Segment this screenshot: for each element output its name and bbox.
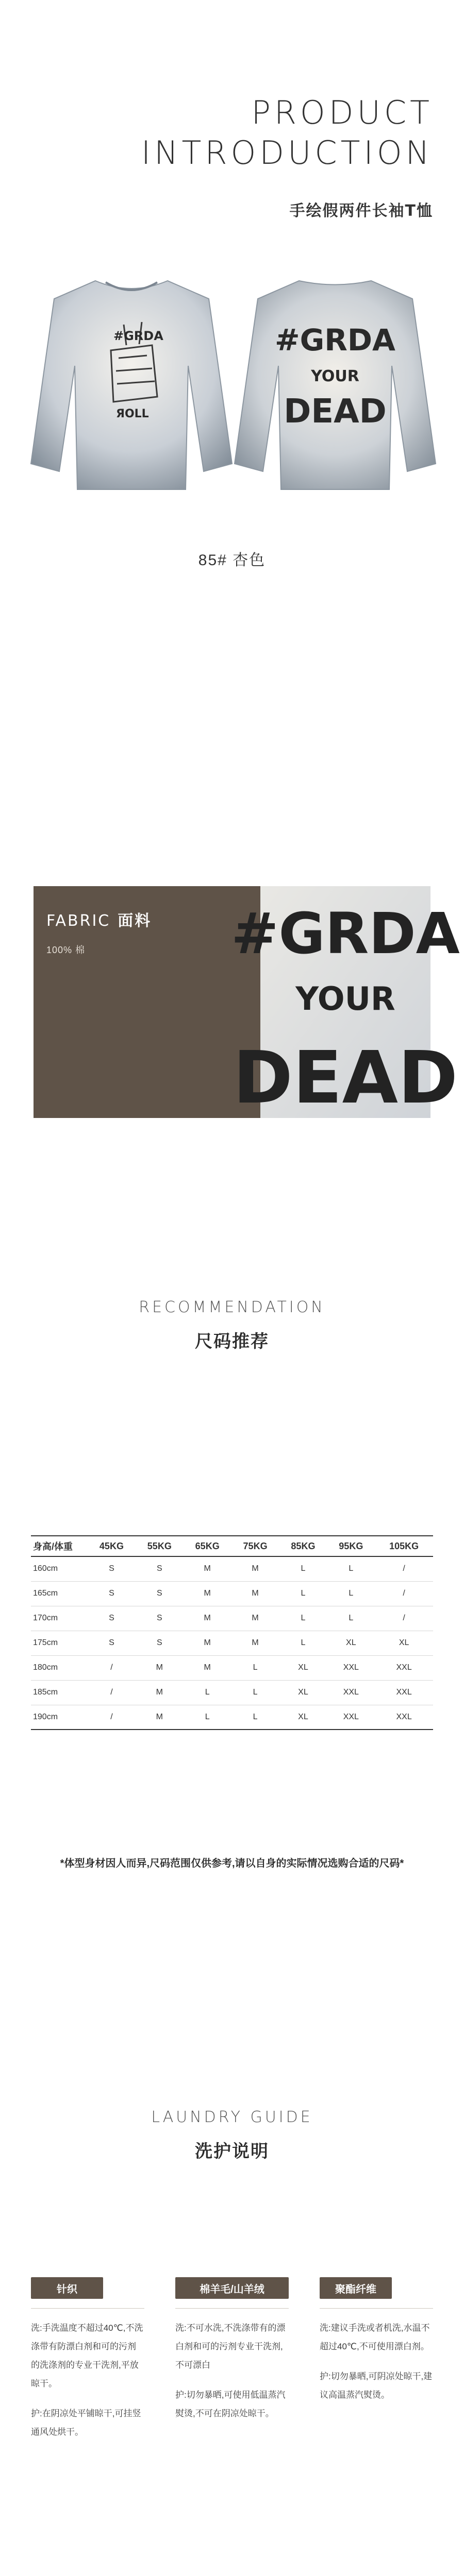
size-header-cell: 105KG (375, 1536, 433, 1556)
size-cell: XXL (327, 1655, 375, 1680)
shirt-front-print-top: #GRDA (113, 329, 163, 343)
care-paragraph: 洗:不可水洗,不洗涤带有的漂白剂和可的污剂专业干洗剂,不可漂白 (175, 2323, 286, 2370)
size-cell: L (327, 1556, 375, 1581)
product-subtitle: 手绘假两件长袖T恤 (289, 202, 433, 220)
size-cell: XL (279, 1655, 327, 1680)
size-cell: S (88, 1581, 136, 1606)
size-cell: L (231, 1680, 279, 1705)
size-cell: XXL (375, 1705, 433, 1730)
shirt-back-print-line2: YOUR (311, 367, 359, 385)
size-cell: M (184, 1556, 231, 1581)
care-divider (31, 2308, 144, 2309)
size-cell: S (136, 1556, 184, 1581)
care-card (320, 2277, 433, 2416)
care-paragraph: 洗:手洗温度不超过40℃,不洗涤带有防漂白剂和可的污剂的洗涤剂的专业干洗剂,平放晾干。 (31, 2323, 143, 2388)
product-caption: 85# 杏色 (198, 552, 266, 569)
size-table-row (31, 1581, 433, 1606)
size-cell: M (136, 1655, 184, 1680)
care-paragraph: 护:切勿暴晒,可阴凉处晾干,建议高温蒸汽熨烫。 (320, 2371, 433, 2400)
size-cell: L (327, 1581, 375, 1606)
care-text (320, 2319, 433, 2404)
fabric-title (46, 908, 152, 930)
care-divider (175, 2308, 289, 2309)
size-table (31, 1535, 433, 1730)
shirt-back-print-line1: #GRDA (275, 323, 395, 358)
size-table-row (31, 1556, 433, 1581)
care-label: 棉羊毛/山羊绒 (175, 2277, 289, 2299)
size-cell: M (231, 1556, 279, 1581)
shirt-back-image (232, 268, 438, 495)
size-cell: L (279, 1631, 327, 1655)
height-cell: 170cm (31, 1606, 88, 1631)
height-cell: 190cm (31, 1705, 88, 1730)
size-cell: L (279, 1606, 327, 1631)
size-cell: M (184, 1631, 231, 1655)
size-cell: S (136, 1581, 184, 1606)
height-cell: 160cm (31, 1556, 88, 1581)
shirt-front-print-bottom: ЯOLL (116, 408, 149, 420)
fabric-detail-image (231, 886, 460, 1120)
size-note: *体型身材因人而异,尺码范围仅供参考,请以自身的实际情况选购合适的尺码* (60, 1858, 404, 1869)
size-cell: M (184, 1655, 231, 1680)
title-line2: INTRODUCTION (141, 134, 433, 172)
size-cell: M (136, 1705, 184, 1730)
recommendation-title-en: RECOMMENDATION (139, 1298, 325, 1316)
size-header-cell: 45KG (88, 1536, 136, 1556)
height-cell: 185cm (31, 1680, 88, 1705)
title-line1: PRODUCT (251, 94, 433, 131)
size-table-row (31, 1705, 433, 1730)
shirt-back-print-line3: DEAD (284, 393, 387, 431)
care-card (175, 2277, 289, 2434)
size-cell: L (184, 1705, 231, 1730)
size-cell: L (231, 1705, 279, 1730)
size-cell: L (327, 1606, 375, 1631)
fabric-title-cn: 面料 (118, 912, 152, 930)
fabric-detail-line2: YOUR (295, 980, 395, 1018)
size-cell: XL (327, 1631, 375, 1655)
size-cell: M (184, 1581, 231, 1606)
size-cell: / (375, 1556, 433, 1581)
size-table-row (31, 1606, 433, 1631)
fabric-composition: 100% 棉 (46, 945, 86, 955)
size-header-cell: 95KG (327, 1536, 375, 1556)
height-cell: 175cm (31, 1631, 88, 1655)
size-cell: L (279, 1556, 327, 1581)
size-cell: XXL (327, 1680, 375, 1705)
size-cell: / (88, 1705, 136, 1730)
size-cell: S (136, 1631, 184, 1655)
care-paragraph: 洗:建议手洗或者机洗,水温不超过40℃,不可使用漂白剂。 (320, 2323, 430, 2351)
size-cell: XL (375, 1631, 433, 1655)
laundry-title-cn: 洗护说明 (195, 2141, 269, 2162)
care-paragraph: 护:在阴凉处平铺晾干,可挂竖通风处烘干。 (31, 2409, 141, 2437)
laundry-title-en: LAUNDRY GUIDE (151, 2108, 313, 2126)
size-cell: XL (279, 1680, 327, 1705)
size-table-header (31, 1536, 433, 1556)
fabric-title-en: FABRIC (46, 912, 111, 930)
size-header-cell: 55KG (136, 1536, 184, 1556)
size-cell: XXL (327, 1705, 375, 1730)
size-cell: L (231, 1655, 279, 1680)
size-header-cell: 身高/体重 (31, 1536, 88, 1556)
care-label: 针织 (31, 2277, 103, 2299)
size-cell: XXL (375, 1680, 433, 1705)
fabric-detail-line3: DEAD (233, 1036, 458, 1120)
size-cell: / (375, 1606, 433, 1631)
size-cell: XL (279, 1705, 327, 1730)
size-cell: XXL (375, 1655, 433, 1680)
care-text (175, 2319, 289, 2423)
size-cell: S (136, 1606, 184, 1631)
size-header-cell: 85KG (279, 1536, 327, 1556)
size-table-row (31, 1655, 433, 1680)
size-cell: / (375, 1581, 433, 1606)
care-text (31, 2319, 144, 2442)
size-cell: M (231, 1606, 279, 1631)
size-table-row (31, 1631, 433, 1655)
size-cell: / (88, 1680, 136, 1705)
size-cell: M (184, 1606, 231, 1631)
size-cell: L (184, 1680, 231, 1705)
fabric-detail-line1: #GRDA (231, 901, 460, 967)
size-cell: M (231, 1581, 279, 1606)
height-cell: 165cm (31, 1581, 88, 1606)
size-header-cell: 65KG (184, 1536, 231, 1556)
size-table-row (31, 1680, 433, 1705)
care-label: 聚酯纤维 (320, 2277, 392, 2299)
recommendation-title-cn: 尺码推荐 (195, 1331, 269, 1352)
size-cell: S (88, 1631, 136, 1655)
care-paragraph: 护:切勿暴晒,可使用低温蒸汽熨烫,不可在阴凉处晾干。 (175, 2390, 286, 2418)
size-cell: M (231, 1631, 279, 1655)
care-card (31, 2277, 144, 2453)
size-cell: S (88, 1556, 136, 1581)
size-cell: S (88, 1606, 136, 1631)
fabric-panel (34, 886, 260, 1118)
height-cell: 180cm (31, 1655, 88, 1680)
size-cell: M (136, 1680, 184, 1705)
size-cell: L (279, 1581, 327, 1606)
size-cell: / (88, 1655, 136, 1680)
size-header-cell: 75KG (231, 1536, 279, 1556)
shirt-front-image (28, 268, 235, 495)
care-divider (320, 2308, 433, 2309)
